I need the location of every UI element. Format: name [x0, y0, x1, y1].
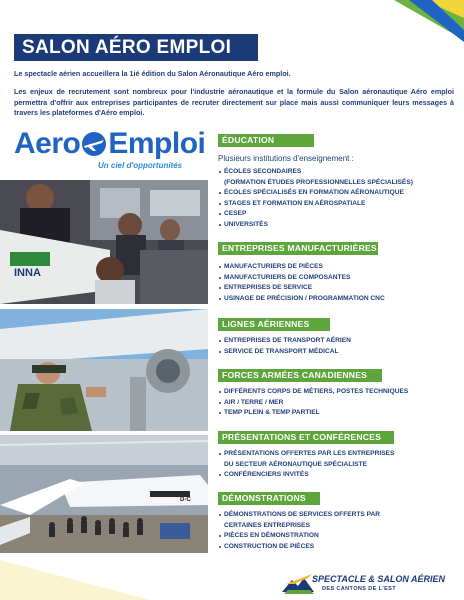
list-item: CONFÉRENCIERS INVITÉS — [218, 470, 394, 481]
list-item: TEMP PLEIN & TEMP PARTIEL — [218, 408, 408, 419]
mountain-plane-icon — [282, 572, 314, 594]
list-item: DÉMONSTRATIONS DE SERVICES OFFERTS PAR — [218, 510, 380, 521]
presentations-list — [218, 449, 394, 481]
airlines-list — [218, 336, 351, 357]
list-item: CERTAINES ENTREPRISES — [224, 521, 310, 529]
list-item: (FORMATION ÉTUDES PROFESSIONNELLES SPÉCIALISÉS) — [224, 178, 413, 186]
aeroemploi-logo — [14, 128, 214, 180]
list-item: AIR / TERRE / MER — [218, 398, 408, 409]
list-item: UNIVERSITÉS — [218, 220, 413, 231]
manufacturing-list — [218, 262, 385, 304]
list-item: MANUFACTURIERS DE COMPOSANTES — [218, 273, 385, 284]
list-item: USINAGE DE PRÉCISION / PROGRAMMATION CNC — [218, 294, 385, 305]
list-item: DU SECTEUR AÉRONAUTIQUE SPÉCIALISTE — [224, 460, 367, 468]
section-heading-demonstrations: DÉMONSTRATIONS — [218, 492, 320, 505]
intro-paragraph-2: Les enjeux de recrutement sont nombreux pour l'industrie aéronautique et la formule du Salon aéronautique Aéro emploi permettra d'offrir aux entreprises participantes de recruter directement sur place mais aussi communiquer leurs messages à travers les plateformes d'Aéro emploi. — [14, 87, 454, 117]
footer-subtitle: DES CANTONS DE L'EST — [322, 586, 396, 592]
list-item: MANUFACTURIERS DE PIÈCES — [218, 262, 385, 273]
section-heading-airlines: LIGNES AÉRIENNES — [218, 318, 330, 331]
logo-text-aero: Aero — [14, 127, 81, 160]
list-item: CESEP — [218, 209, 413, 220]
page-title: SALON AÉRO EMPLOI — [14, 34, 258, 61]
section-heading-education: ÉDUCATION — [218, 134, 314, 147]
list-item: DIFFÉRENTS CORPS DE MÉTIERS, POSTES TECHNIQUES — [218, 387, 408, 398]
list-item: CONSTRUCTION DE PIÈCES — [218, 542, 380, 553]
svg-text:D-C: D-C — [180, 497, 191, 503]
section-heading-manufacturing: ENTREPRISES MANUFACTURIÈRES — [218, 242, 378, 255]
footer-event-logo — [282, 572, 462, 596]
corner-decoration-top-right — [354, 0, 464, 60]
photo-soldier-aircraft — [0, 309, 208, 431]
list-item: ÉCOLES SECONDAIRES — [218, 167, 413, 178]
forces-list — [218, 387, 408, 419]
list-item: STAGES ET FORMATION EN AÉROSPATIALE — [218, 199, 413, 210]
intro-paragraph-1: Le spectacle aérien accueillera la 1ié édition du Salon Aéronautique Aéro emploi. — [14, 69, 291, 78]
list-item: ENTREPRISES DE TRANSPORT AÉRIEN — [218, 336, 351, 347]
logo-tagline: Un ciel d'opportunités — [98, 161, 183, 170]
education-list — [218, 167, 413, 231]
list-item: PIÈCES EN DÉMONSTRATION — [218, 531, 380, 542]
list-item: PRÉSENTATIONS OFFERTES PAR LES ENTREPRISES — [218, 449, 394, 460]
education-intro: Plusieurs institutions d'enseignement : — [218, 154, 354, 163]
photo-workshop-students — [0, 180, 208, 304]
section-heading-forces: FORCES ARMÉES CANADIENNES — [218, 369, 382, 382]
section-heading-presentations: PRÉSENTATIONS ET CONFÉRENCES — [218, 431, 394, 444]
photo-hangar-crowd — [0, 435, 208, 553]
corner-decoration-bottom-left — [0, 560, 150, 600]
list-item: SERVICE DE TRANSPORT MÉDICAL — [218, 347, 351, 358]
list-item: ÉCOLES SPÉCIALISÉS EN FORMATION AÉRONAUTIQUE — [218, 188, 413, 199]
demonstrations-list — [218, 510, 380, 552]
logo-plane-icon — [80, 131, 108, 157]
logo-text-emploi: Emploi — [108, 127, 206, 160]
list-item: ENTREPRISES DE SERVICE — [218, 283, 385, 294]
svg-text:INNA: INNA — [14, 267, 41, 279]
footer-title: SPECTACLE & SALON AÉRIEN — [312, 574, 446, 584]
